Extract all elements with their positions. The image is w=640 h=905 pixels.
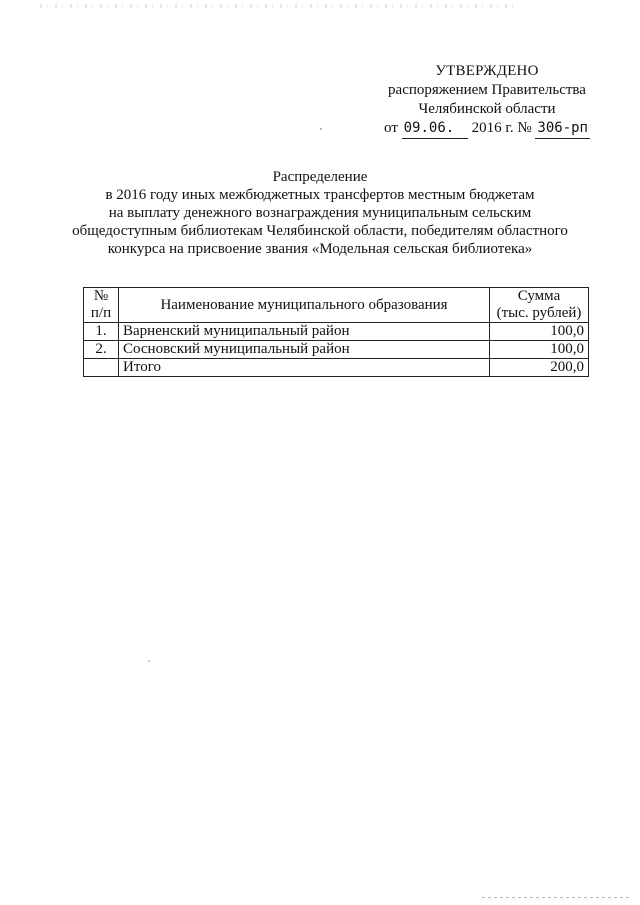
- approval-heading: УТВЕРЖДЕНО: [435, 63, 539, 79]
- row-sum: 100,0: [490, 323, 589, 341]
- table-header-row: [84, 288, 589, 323]
- title-line-4: общедоступным библиотекам Челябинской области, победителям областного: [72, 223, 568, 239]
- header-num: [84, 288, 119, 323]
- header-sum-line-1: Сумма: [517, 288, 561, 304]
- total-label: Итого: [119, 359, 490, 377]
- header-name: Наименование муниципального образования: [119, 288, 490, 323]
- row-name: Варненский муниципальный район: [119, 323, 490, 341]
- title-line-5: конкурса на присвоение звания «Модельная сельская библиотека»: [107, 241, 533, 257]
- from-label: от: [384, 120, 398, 136]
- scan-artifact-top: [40, 4, 520, 8]
- distribution-table: [83, 287, 589, 377]
- header-sum-line-2: (тыс. рублей): [496, 305, 582, 321]
- row-num: 2.: [84, 341, 119, 359]
- scan-artifact-bottom: [482, 897, 632, 898]
- row-num: 1.: [84, 323, 119, 341]
- handwritten-date: 09.06.: [402, 119, 468, 139]
- table-row: [84, 341, 589, 359]
- scan-speck: [320, 128, 322, 130]
- title-line-3: на выплату денежного вознаграждения муниципальным сельским: [108, 205, 532, 221]
- header-num-line-2: п/п: [90, 305, 112, 321]
- title-line-1: Распределение: [272, 169, 368, 185]
- title-line-2: в 2016 году иных межбюджетных трансфертов местным бюджетам: [105, 187, 535, 203]
- scan-speck: [148, 660, 150, 662]
- header-num-line-1: №: [93, 288, 109, 304]
- handwritten-number: 306-рп: [535, 119, 590, 139]
- approval-date-line: [372, 119, 602, 139]
- total-sum: 200,0: [490, 359, 589, 377]
- header-sum: [490, 288, 589, 323]
- table-total-row: [84, 359, 589, 377]
- table-row: [84, 323, 589, 341]
- row-sum: 100,0: [490, 341, 589, 359]
- year-label: 2016 г. №: [471, 120, 532, 136]
- document-title: [60, 168, 580, 258]
- approval-line-1: распоряжением Правительства: [388, 82, 586, 98]
- row-name: Сосновский муниципальный район: [119, 341, 490, 359]
- approval-line-2: Челябинской области: [418, 101, 556, 117]
- approval-stamp: [372, 62, 602, 139]
- total-num: [84, 359, 119, 377]
